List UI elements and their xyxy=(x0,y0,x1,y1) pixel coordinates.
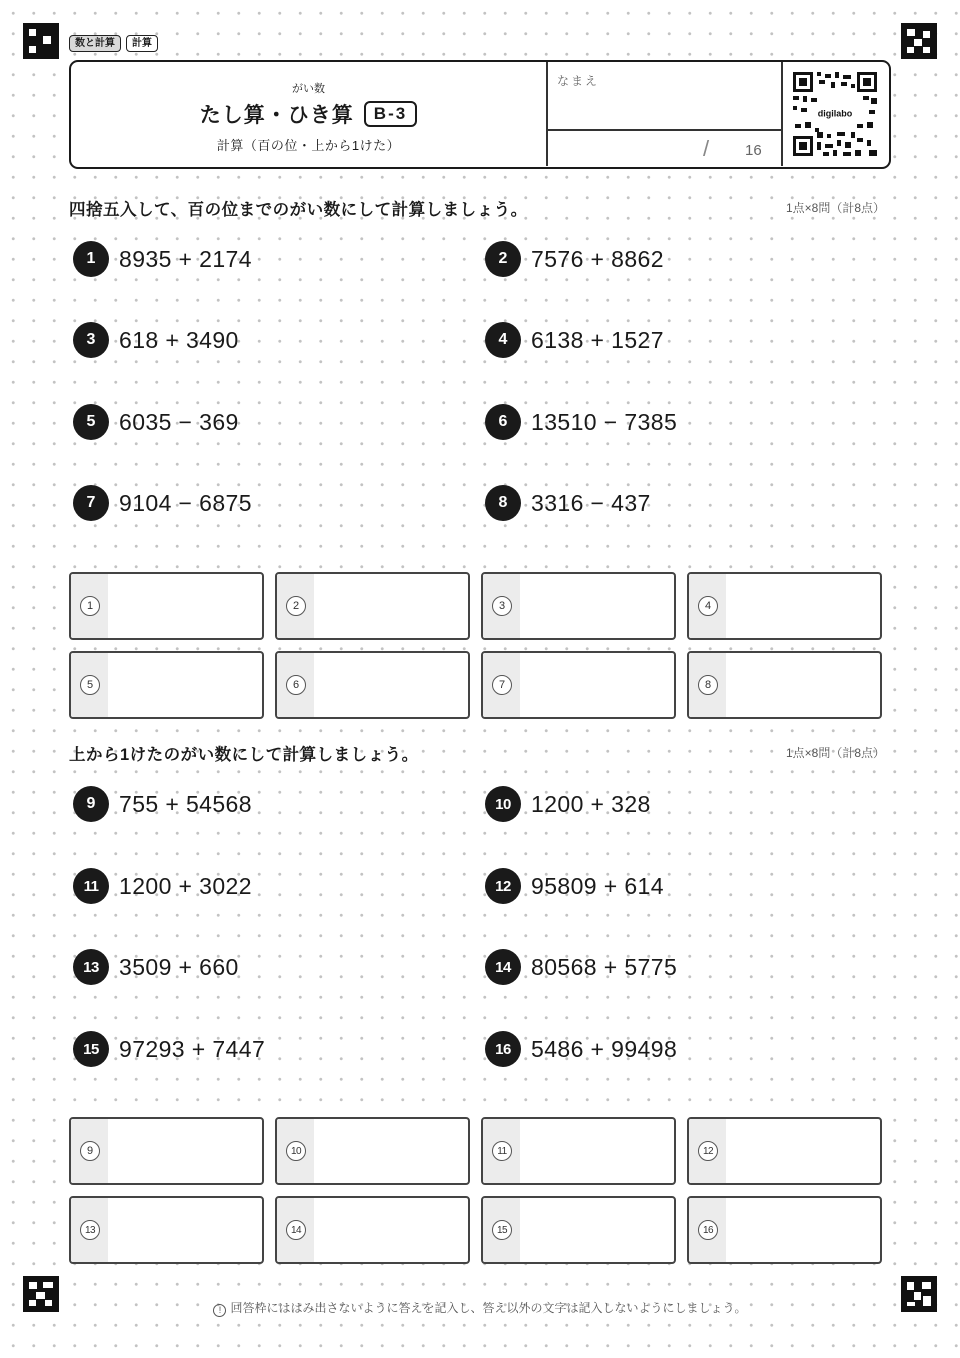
problem xyxy=(485,322,664,358)
problem-expression: 95809 + 614 xyxy=(531,872,664,899)
answer-box[interactable] xyxy=(69,651,264,719)
answer-label: 2 xyxy=(286,596,306,616)
problem xyxy=(485,404,677,440)
problem-number: 13 xyxy=(73,949,109,985)
answer-label: 12 xyxy=(698,1141,718,1161)
answer-box[interactable] xyxy=(687,1117,882,1185)
problem-number: 4 xyxy=(485,322,521,358)
tag-number-calculation: 数と計算 xyxy=(69,35,121,52)
answer-label: 5 xyxy=(80,675,100,695)
answer-label: 4 xyxy=(698,596,718,616)
problem-number: 10 xyxy=(485,786,521,822)
section2-points: 1点×8問（計8点） xyxy=(785,746,885,760)
answer-box[interactable] xyxy=(275,651,470,719)
problem-expression: 3316 − 437 xyxy=(531,489,651,516)
problem xyxy=(485,868,664,904)
problem-number: 5 xyxy=(73,404,109,440)
problem-expression: 1200 + 328 xyxy=(531,790,651,817)
problem-number: 9 xyxy=(73,786,109,822)
problem xyxy=(485,786,651,822)
answer-box[interactable] xyxy=(275,1196,470,1264)
answer-box[interactable] xyxy=(687,651,882,719)
name-field-label: なまえ xyxy=(557,74,600,88)
answer-box[interactable] xyxy=(687,572,882,640)
registration-marker-top-right xyxy=(901,23,937,59)
problem-number: 11 xyxy=(73,868,109,904)
worksheet-header xyxy=(69,60,891,169)
answer-label: 3 xyxy=(492,596,512,616)
problem-number: 8 xyxy=(485,485,521,521)
problem-expression: 618 + 3490 xyxy=(119,326,239,353)
answer-box[interactable] xyxy=(275,572,470,640)
section1-points: 1点×8問（計8点） xyxy=(785,201,885,215)
problem xyxy=(73,485,252,521)
title-row xyxy=(71,99,546,129)
problem-expression: 755 + 54568 xyxy=(119,790,252,817)
divider xyxy=(546,129,781,131)
section2-instruction: 上から1けたのがい数にして計算しましょう。 xyxy=(69,746,419,764)
answer-label: 1 xyxy=(80,596,100,616)
divider xyxy=(781,62,783,166)
problem-expression: 80568 + 5775 xyxy=(531,953,678,980)
problem xyxy=(485,485,651,521)
answer-label: 16 xyxy=(698,1220,718,1240)
worksheet-subtitle: 計算（百の位・上から1けた） xyxy=(216,138,401,153)
problem-expression: 1200 + 3022 xyxy=(119,872,252,899)
problem-expression: 5486 + 99498 xyxy=(531,1035,678,1062)
problem-expression: 3509 + 660 xyxy=(119,953,239,980)
problem xyxy=(73,322,239,358)
problem-number: 2 xyxy=(485,241,521,277)
divider xyxy=(546,62,548,166)
answer-box[interactable] xyxy=(481,651,676,719)
registration-marker-top-left xyxy=(23,23,59,59)
category-tags xyxy=(69,35,158,52)
problem xyxy=(73,786,252,822)
footer-note xyxy=(0,1299,960,1317)
answer-label: 10 xyxy=(286,1141,306,1161)
problem-expression: 6035 − 369 xyxy=(119,408,239,435)
answer-label: 15 xyxy=(492,1220,512,1240)
info-icon: ! xyxy=(213,1304,226,1317)
problem-number: 7 xyxy=(73,485,109,521)
answer-box[interactable] xyxy=(481,1196,676,1264)
answer-box[interactable] xyxy=(69,572,264,640)
answer-label: 13 xyxy=(80,1220,100,1240)
answer-box[interactable] xyxy=(69,1117,264,1185)
problem-expression: 7576 + 8862 xyxy=(531,245,664,272)
title-furigana: がい数 xyxy=(292,83,325,95)
footer-note-text: 回答枠にははみ出さないように答えを記入し、答え以外の文字は記入しないようにしましょう。 xyxy=(230,1301,747,1315)
problem-number: 14 xyxy=(485,949,521,985)
answer-box[interactable] xyxy=(275,1117,470,1185)
problem-expression: 13510 − 7385 xyxy=(531,408,678,435)
problem xyxy=(73,949,239,985)
score-total: 16 xyxy=(745,142,762,159)
problem-number: 12 xyxy=(485,868,521,904)
problem-expression: 9104 − 6875 xyxy=(119,489,252,516)
problem-number: 16 xyxy=(485,1031,521,1067)
answer-label: 11 xyxy=(492,1141,512,1161)
problem-number: 6 xyxy=(485,404,521,440)
problem xyxy=(485,241,664,277)
problem xyxy=(73,868,252,904)
problem-number: 15 xyxy=(73,1031,109,1067)
answer-box[interactable] xyxy=(687,1196,882,1264)
problem-expression: 8935 + 2174 xyxy=(119,245,252,272)
section1-instruction: 四捨五入して、百の位までのがい数にして計算しましょう。 xyxy=(69,201,528,219)
problem xyxy=(73,241,252,277)
answer-label: 14 xyxy=(286,1220,306,1240)
answer-box[interactable] xyxy=(69,1196,264,1264)
title-area xyxy=(71,62,546,166)
answer-label: 9 xyxy=(80,1141,100,1161)
problem-number: 3 xyxy=(73,322,109,358)
tag-calculation: 計算 xyxy=(126,35,158,52)
score-separator: / xyxy=(703,136,710,161)
problem-expression: 97293 + 7447 xyxy=(119,1035,266,1062)
answer-label: 8 xyxy=(698,675,718,695)
level-badge: B-3 xyxy=(364,101,417,127)
answer-box[interactable] xyxy=(481,1117,676,1185)
problem xyxy=(485,1031,677,1067)
problem xyxy=(485,949,677,985)
worksheet-title: たし算・ひき算 xyxy=(199,104,354,127)
answer-label: 6 xyxy=(286,675,306,695)
qr-brand-label: digilabo xyxy=(817,108,853,119)
answer-label: 7 xyxy=(492,675,512,695)
answer-box[interactable] xyxy=(481,572,676,640)
problem-number: 1 xyxy=(73,241,109,277)
qr-code-icon xyxy=(793,72,877,156)
problem xyxy=(73,1031,265,1067)
problem xyxy=(73,404,239,440)
problem-expression: 6138 + 1527 xyxy=(531,326,664,353)
